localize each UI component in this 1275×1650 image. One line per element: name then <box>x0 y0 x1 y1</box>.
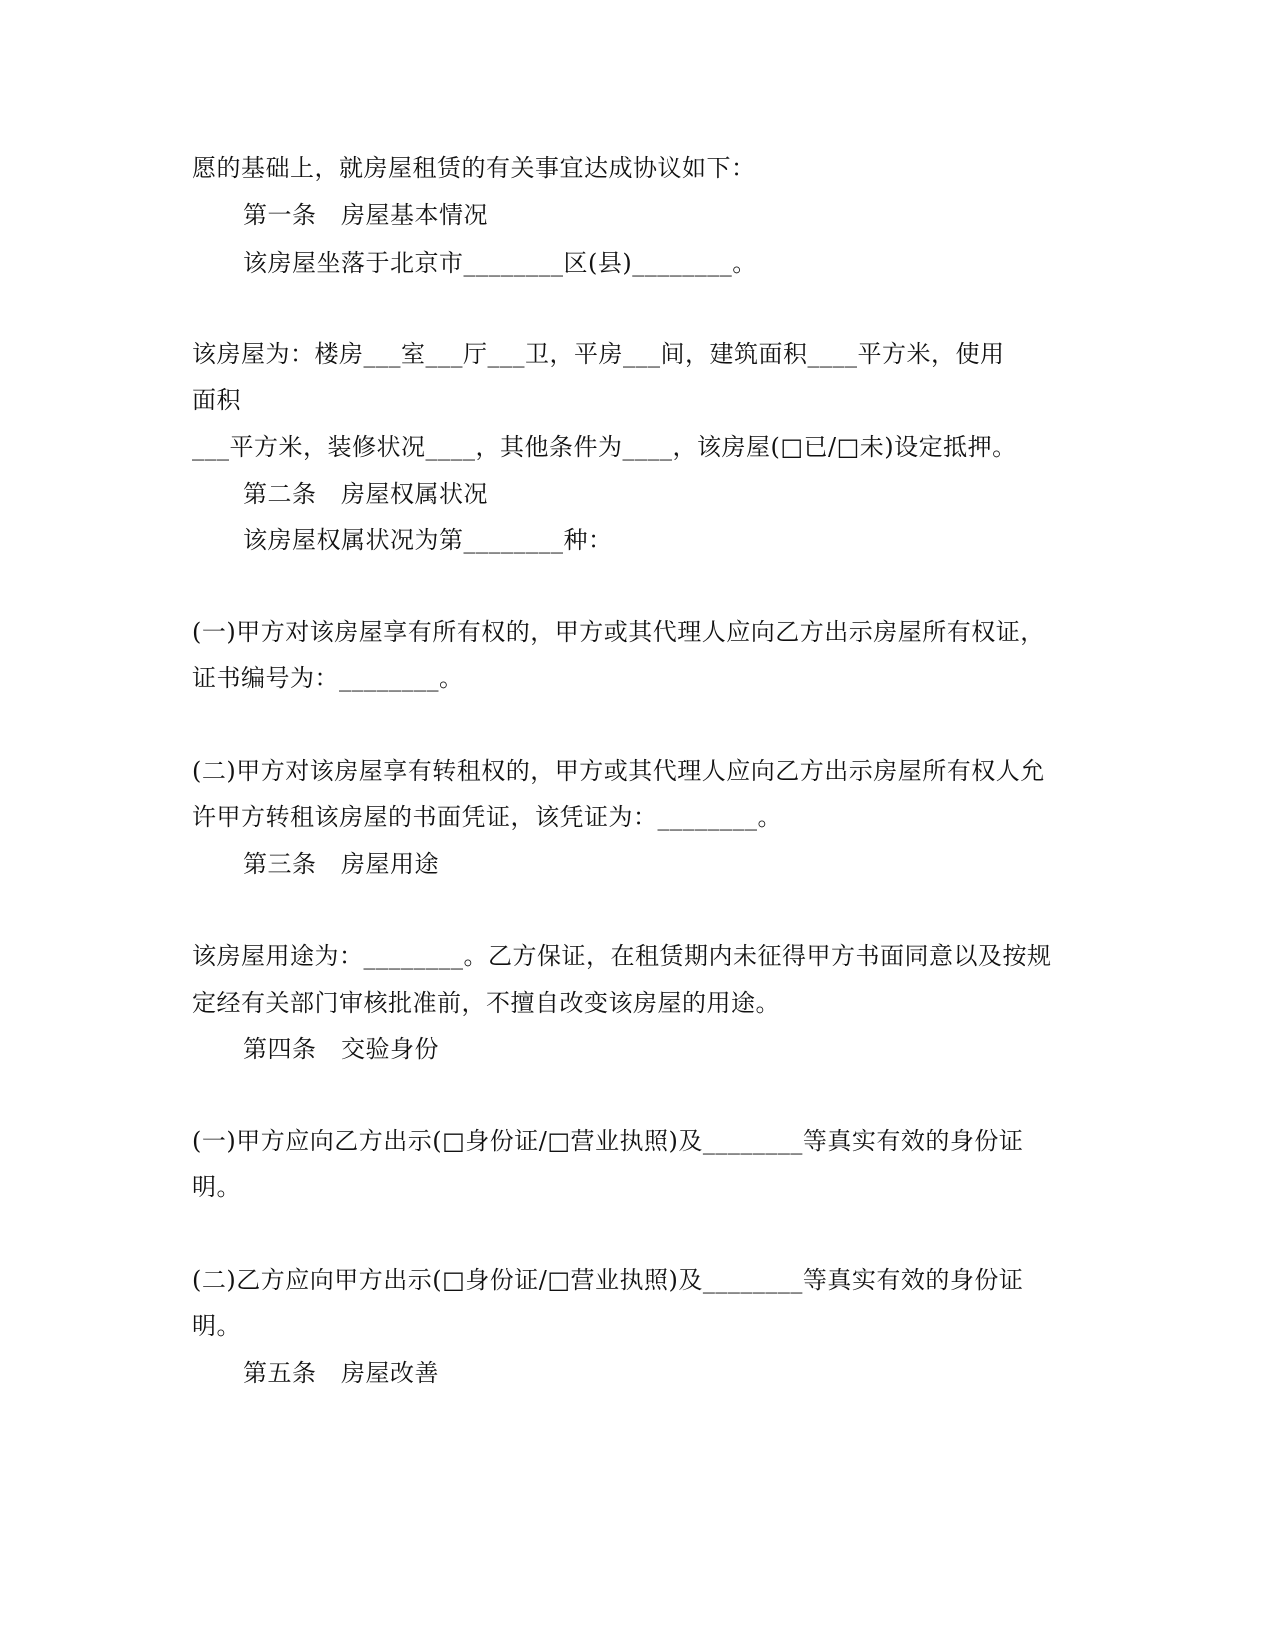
text-line: 该房屋为：楼房___室___厅___卫，平房___间，建筑面积____平方米，使用 <box>192 340 1005 368</box>
text-line: 该房屋坐落于北京市________区(县)________。 <box>243 249 757 277</box>
text-line: 许甲方转租该房屋的书面凭证，该凭证为：________。 <box>192 803 782 831</box>
text-line: 证书编号为：________。 <box>192 664 464 692</box>
text-line: (一)甲方对该房屋享有所有权的，甲方或其代理人应向乙方出示房屋所有权证， <box>192 618 1045 646</box>
text-line: 定经有关部门审核批准前，不擅自改变该房屋的用途。 <box>192 989 780 1017</box>
text-line: (一)甲方应向乙方出示(□身份证/□营业执照)及________等真实有效的身份证 <box>192 1127 1024 1155</box>
text-line: 该房屋权属状况为第________种： <box>243 526 613 554</box>
text-line: 明。 <box>192 1173 241 1201</box>
text-line: ___平方米，装修状况____，其他条件为____，该房屋(□已/□未)设定抵押。 <box>192 433 1017 461</box>
article-heading: 第二条 房屋权属状况 <box>243 480 488 508</box>
text-line: 明。 <box>192 1312 241 1340</box>
text-line: (二)乙方应向甲方出示(□身份证/□营业执照)及________等真实有效的身份证 <box>192 1266 1024 1294</box>
text-line: 面积 <box>192 386 241 414</box>
article-heading: 第五条 房屋改善 <box>243 1359 439 1387</box>
article-heading: 第一条 房屋基本情况 <box>243 201 488 229</box>
text-line: (二)甲方对该房屋享有转租权的，甲方或其代理人应向乙方出示房屋所有权人允 <box>192 757 1045 785</box>
text-line: 该房屋用途为：________。乙方保证，在租赁期内未征得甲方书面同意以及按规 <box>192 942 1052 970</box>
article-heading: 第四条 交验身份 <box>243 1035 439 1063</box>
article-heading: 第三条 房屋用途 <box>243 850 439 878</box>
text-line: 愿的基础上，就房屋租赁的有关事宜达成协议如下： <box>192 154 756 182</box>
